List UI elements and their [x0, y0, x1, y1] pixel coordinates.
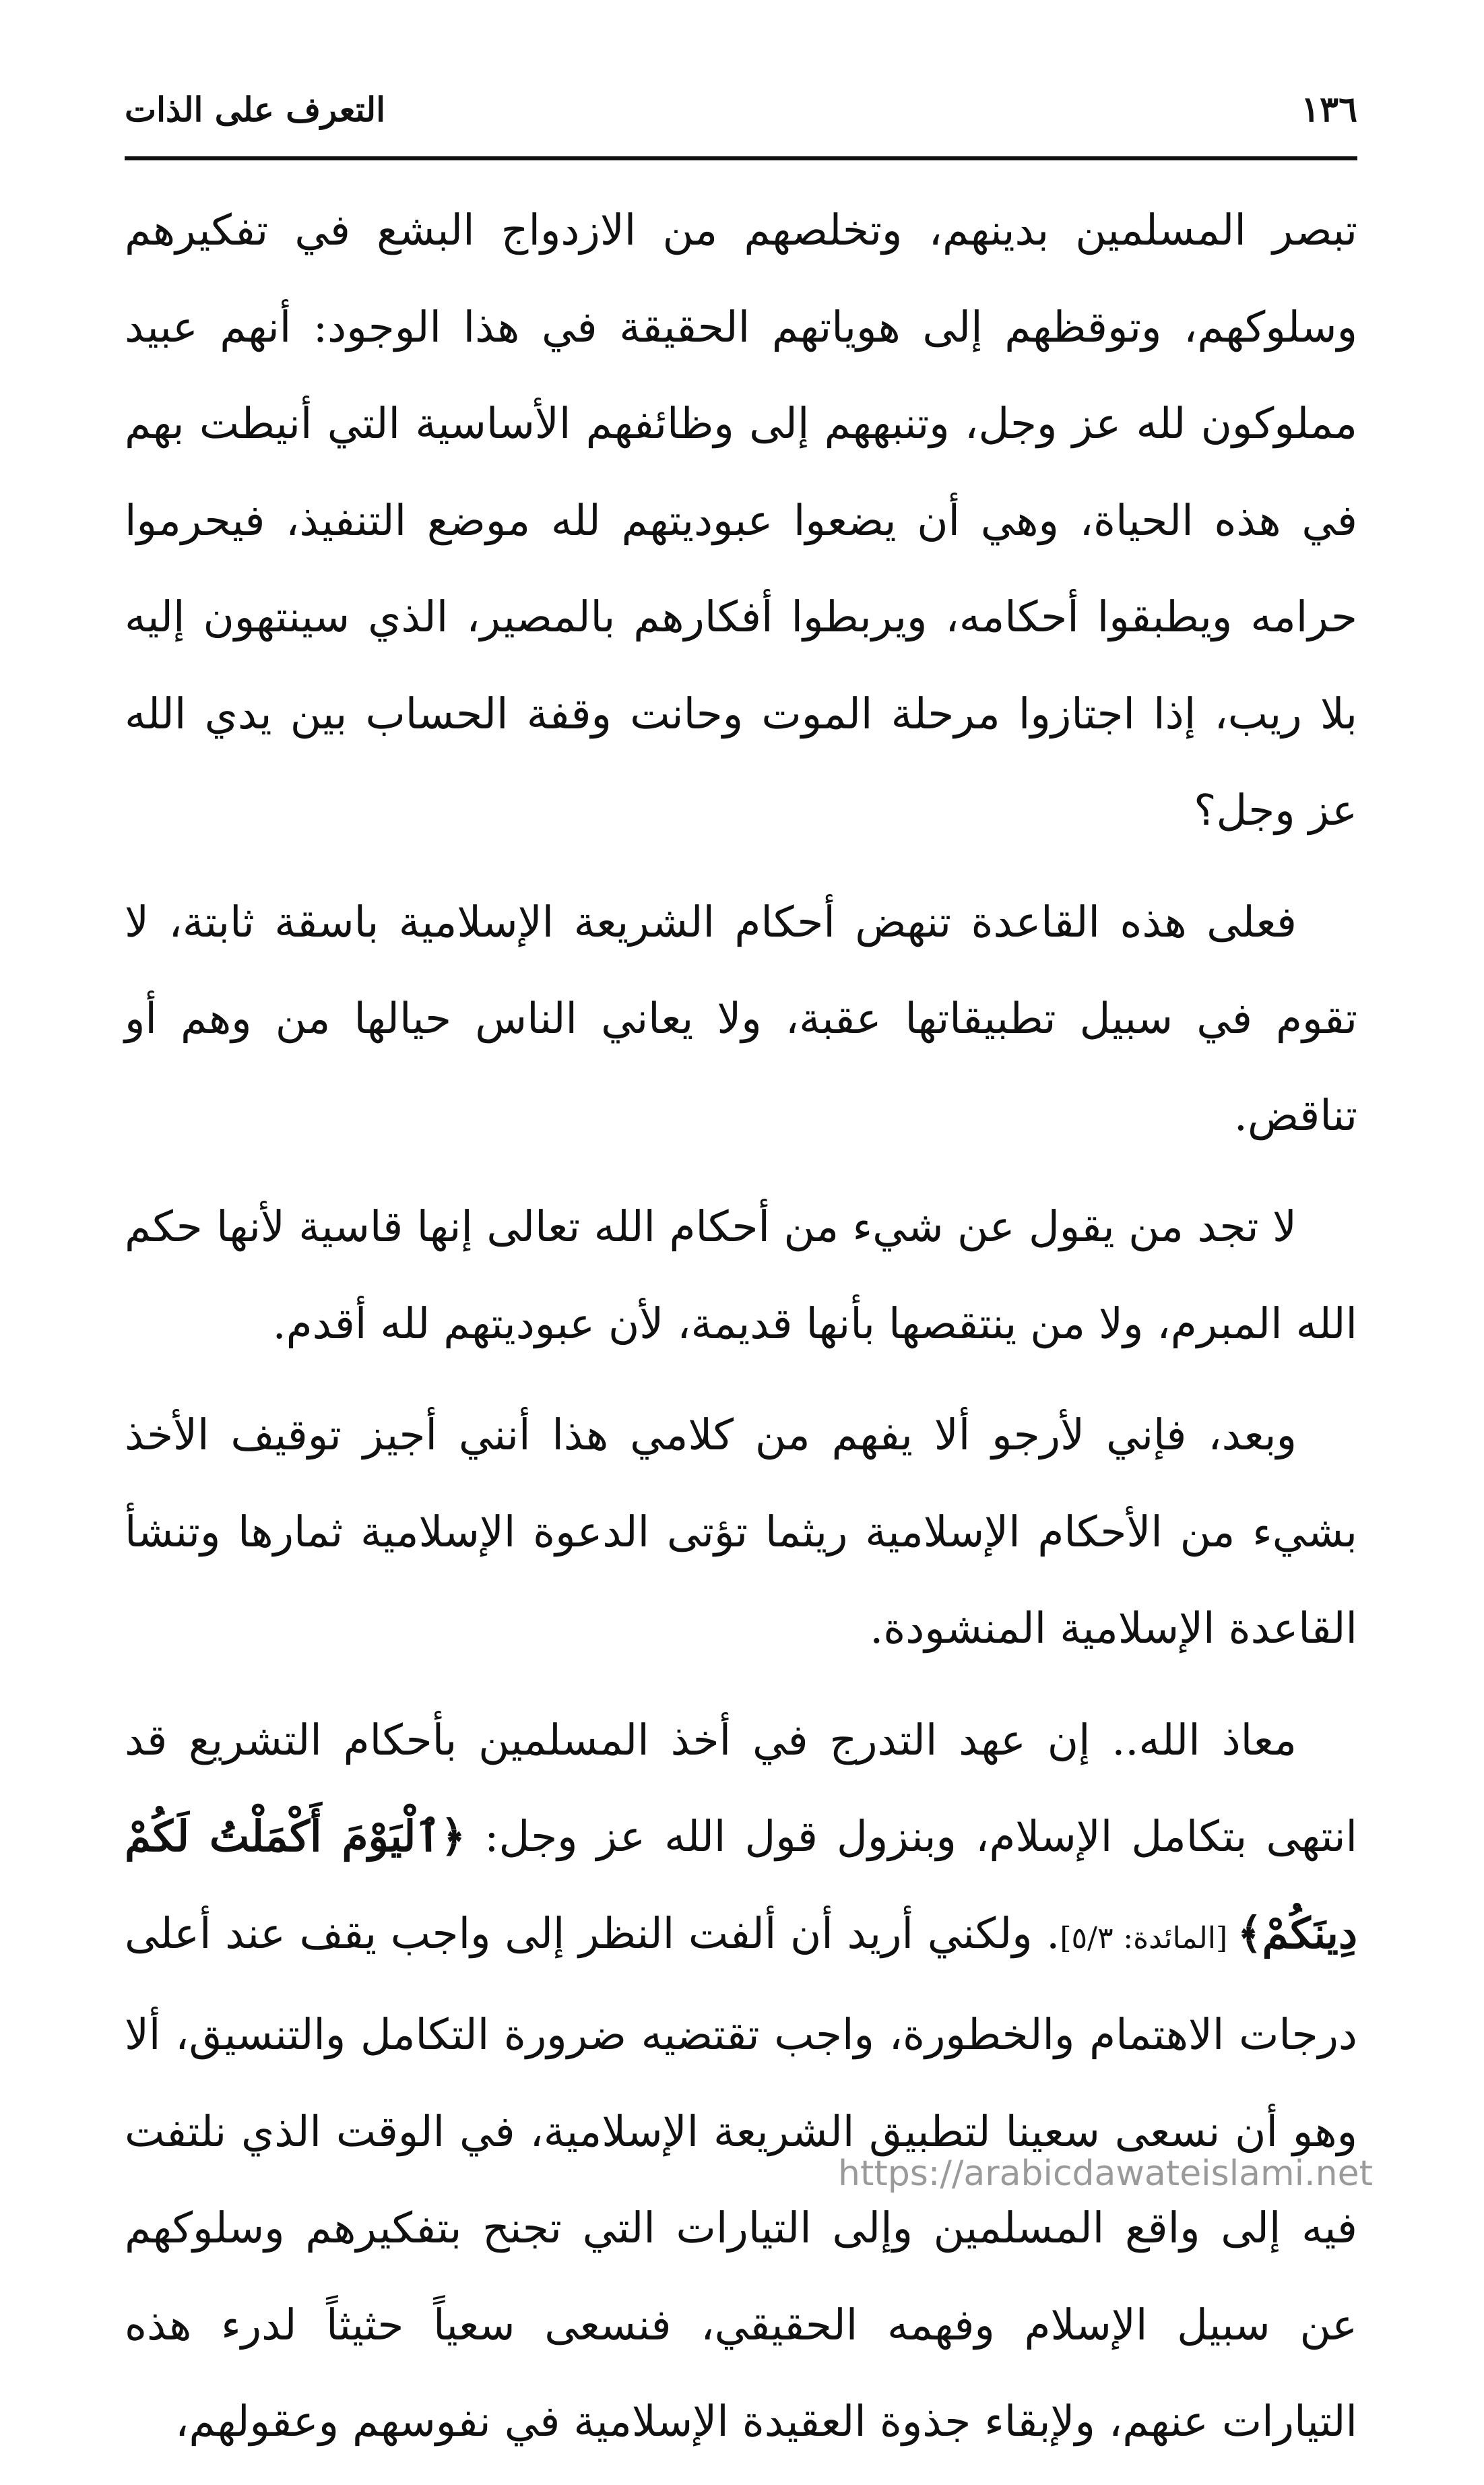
- paragraph-3: لا تجد من يقول عن شيء من أحكام الله تعالى إنها قاسية لأنها حكم الله المبرم، ولا من ينتقصها بأنها قديمة، لأن عبوديتهم لله أقدم.: [125, 1202, 1357, 1348]
- paragraph-5: [125, 1692, 1357, 2470]
- page-header: [125, 81, 1357, 141]
- paragraph-5-rest: . ولكني أريد أن ألفت النظر إلى واجب يقف عند أعلى درجات الاهتمام والخطورة، واجب تقتضيه ضرورة التكامل والتنسيق، ألا وهو أن نسعى سعينا لتطبيق الشريعة الإسلامية، في الوقت الذي نلتفت فيه إلى واقع المسلمين وإلى التيارات التي تجنح بتفكيرهم وسلوكهم عن سبيل الإسلام وفهمه الحقيقي، فنسعى سعياً حثيثاً لدرء هذه التيارات عنهم، ولإبقاء جذوة العقيدة الإسلامية في نفوسهم وعقولهم،: [125, 1908, 1357, 2446]
- paragraph-5-lead: معاذ الله.. إن عهد التدرج في أخذ المسلمين بأحكام التشريع قد انتهى بتكامل الإسلام، وبنزول قول الله عز وجل:: [125, 1715, 1357, 1861]
- verse-citation: [المائدة: ٥/٣]: [1060, 1920, 1237, 1955]
- paragraph-4: وبعد، فإني لأرجو ألا يفهم من كلامي هذا أنني أجيز توقيف الأخذ بشيء من الأحكام الإسلامية ريثما تؤتى الدعوة الإسلامية ثمارها وتنشأ القاعدة الإسلامية المنشودة.: [125, 1410, 1357, 1653]
- paragraph-1: تبصر المسلمين بدينهم، وتخلصهم من الازدواج البشع في تفكيرهم وسلوكهم، وتوقظهم إلى هوياتهم الحقيقة في هذا الوجود: أنهم عبيد مملوكون لله عز وجل، وتنبههم إلى وظائفهم الأساسية التي أنيطت بهم في هذه الحياة، وهي أن يضعوا عبوديتهم لله موضع التنفيذ، فيحرموا حرامه ويطبقوا أحكامه، ويربطوا أفكارهم بالمصير، الذي سينتهون إليه بلا ريب، إذا اجتازوا مرحلة الموت وحانت وقفة الحساب بين يدي الله عز وجل؟: [125, 206, 1357, 835]
- page-body: [125, 182, 1357, 2485]
- running-title: التعرف على الذات: [125, 90, 385, 129]
- page-number: ١٣٦: [1301, 89, 1357, 130]
- header-rule: [125, 156, 1357, 160]
- watermark-url: https://arabicdawateislami.net: [837, 2153, 1373, 2194]
- quran-verse: ﴿ٱلْيَوْمَ أَكْمَلْتُ لَكُمْ دِينَكُمْ﴾: [125, 1811, 1357, 1958]
- paragraph-2: فعلى هذه القاعدة تنهض أحكام الشريعة الإسلامية باسقة ثابتة، لا تقوم في سبيل تطبيقاتها عقبة، ولا يعاني الناس حيالها من وهم أو تناقض.: [125, 897, 1357, 1140]
